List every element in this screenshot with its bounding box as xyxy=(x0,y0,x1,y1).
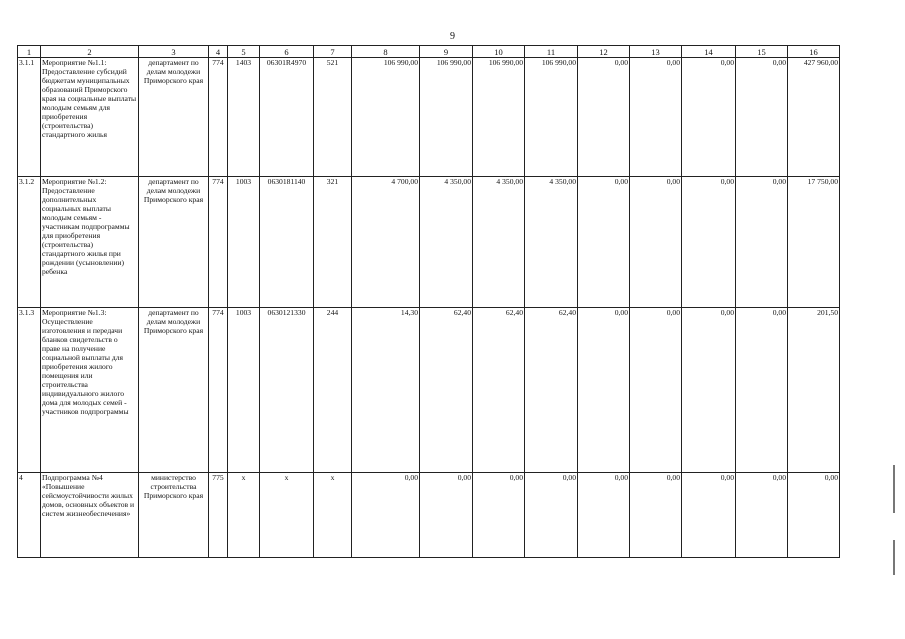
column-number: 6 xyxy=(260,46,314,58)
amount-cell: 0,00 xyxy=(578,308,630,473)
total-cell: 201,50 xyxy=(788,308,840,473)
column-number: 4 xyxy=(209,46,228,58)
table-row xyxy=(18,473,840,558)
budget-table xyxy=(17,45,840,558)
column-number: 10 xyxy=(473,46,525,58)
amount-cell: 0,00 xyxy=(736,308,788,473)
amount-cell: 0,00 xyxy=(682,58,736,177)
amount-cell: 0,00 xyxy=(630,58,682,177)
amount-cell: 0,00 xyxy=(736,177,788,308)
amount-cell: 4 350,00 xyxy=(420,177,473,308)
executor: министерство строительства Приморского края xyxy=(139,473,209,558)
amount-cell: 0,00 xyxy=(473,473,525,558)
section-code: 1003 xyxy=(228,177,260,308)
page-number: 9 xyxy=(450,31,455,42)
row-number: 4 xyxy=(18,473,41,558)
row-number: 3.1.2 xyxy=(18,177,41,308)
measure-name: Мероприятие №1.1: Предоставление субсидий бюджетам муниципальных образований Приморского края на социальные выплаты молодым семьям для приобретения (строительства) стандартного жилья xyxy=(41,58,139,177)
column-number: 15 xyxy=(736,46,788,58)
column-number: 16 xyxy=(788,46,840,58)
amount-cell: 0,00 xyxy=(420,473,473,558)
grbs-code: 774 xyxy=(209,58,228,177)
column-number: 1 xyxy=(18,46,41,58)
column-number: 8 xyxy=(352,46,420,58)
executor: департамент по делам молодежи Приморского края xyxy=(139,308,209,473)
amount-cell: 62,40 xyxy=(420,308,473,473)
target-code: х xyxy=(260,473,314,558)
column-number: 2 xyxy=(41,46,139,58)
grbs-code: 774 xyxy=(209,308,228,473)
executor: департамент по делам молодежи Приморского края xyxy=(139,58,209,177)
column-number: 3 xyxy=(139,46,209,58)
amount-cell: 106 990,00 xyxy=(473,58,525,177)
expense-type-code: х xyxy=(314,473,352,558)
amount-cell: 4 700,00 xyxy=(352,177,420,308)
target-code: 0630121330 xyxy=(260,308,314,473)
row-number: 3.1.1 xyxy=(18,58,41,177)
total-cell: 0,00 xyxy=(788,473,840,558)
measure-name: Мероприятие №1.3: Осуществление изготовления и передачи бланков свидетельств о праве на получение социальной выплаты для приобретения жилого помещения или строительства индивидуального жилого дома для молодых семей - участников подпрограммы xyxy=(41,308,139,473)
column-number: 12 xyxy=(578,46,630,58)
table-row xyxy=(18,177,840,308)
section-code: 1403 xyxy=(228,58,260,177)
grbs-code: 774 xyxy=(209,177,228,308)
amount-cell: 0,00 xyxy=(630,177,682,308)
section-code: 1003 xyxy=(228,308,260,473)
column-number-row xyxy=(18,46,840,58)
column-number: 11 xyxy=(525,46,578,58)
table-row xyxy=(18,308,840,473)
amount-cell: 0,00 xyxy=(736,473,788,558)
target-code: 0630181140 xyxy=(260,177,314,308)
amount-cell: 0,00 xyxy=(736,58,788,177)
expense-type-code: 521 xyxy=(314,58,352,177)
amount-cell: 0,00 xyxy=(578,473,630,558)
expense-type-code: 321 xyxy=(314,177,352,308)
amount-cell: 0,00 xyxy=(682,473,736,558)
amount-cell: 62,40 xyxy=(473,308,525,473)
row-number: 3.1.3 xyxy=(18,308,41,473)
amount-cell: 0,00 xyxy=(352,473,420,558)
expense-type-code: 244 xyxy=(314,308,352,473)
measure-name: Мероприятие №1.2: Предоставление дополнительных социальных выплаты молодым семьям - участникам подпрограммы для приобретения (строительства) стандартного жилья при рождении (усыновлении) ребенка xyxy=(41,177,139,308)
amount-cell: 0,00 xyxy=(578,58,630,177)
amount-cell: 106 990,00 xyxy=(352,58,420,177)
column-number: 9 xyxy=(420,46,473,58)
amount-cell: 0,00 xyxy=(578,177,630,308)
total-cell: 427 960,00 xyxy=(788,58,840,177)
amount-cell: 106 990,00 xyxy=(525,58,578,177)
amount-cell: 62,40 xyxy=(525,308,578,473)
amount-cell: 0,00 xyxy=(525,473,578,558)
amount-cell: 0,00 xyxy=(630,308,682,473)
section-code: х xyxy=(228,473,260,558)
measure-name: Подпрограмма №4 «Повышение сейсмоустойчивости жилых домов, основных объектов и систем жизнеобеспечения» xyxy=(41,473,139,558)
scan-edge-mark xyxy=(893,540,895,575)
column-number: 13 xyxy=(630,46,682,58)
target-code: 06301R4970 xyxy=(260,58,314,177)
amount-cell: 14,30 xyxy=(352,308,420,473)
column-number: 7 xyxy=(314,46,352,58)
amount-cell: 106 990,00 xyxy=(420,58,473,177)
amount-cell: 0,00 xyxy=(630,473,682,558)
column-number: 14 xyxy=(682,46,736,58)
amount-cell: 0,00 xyxy=(682,177,736,308)
scan-edge-mark xyxy=(893,465,895,513)
amount-cell: 0,00 xyxy=(682,308,736,473)
grbs-code: 775 xyxy=(209,473,228,558)
amount-cell: 4 350,00 xyxy=(525,177,578,308)
amount-cell: 4 350,00 xyxy=(473,177,525,308)
executor: департамент по делам молодежи Приморского края xyxy=(139,177,209,308)
total-cell: 17 750,00 xyxy=(788,177,840,308)
table-row xyxy=(18,58,840,177)
column-number: 5 xyxy=(228,46,260,58)
